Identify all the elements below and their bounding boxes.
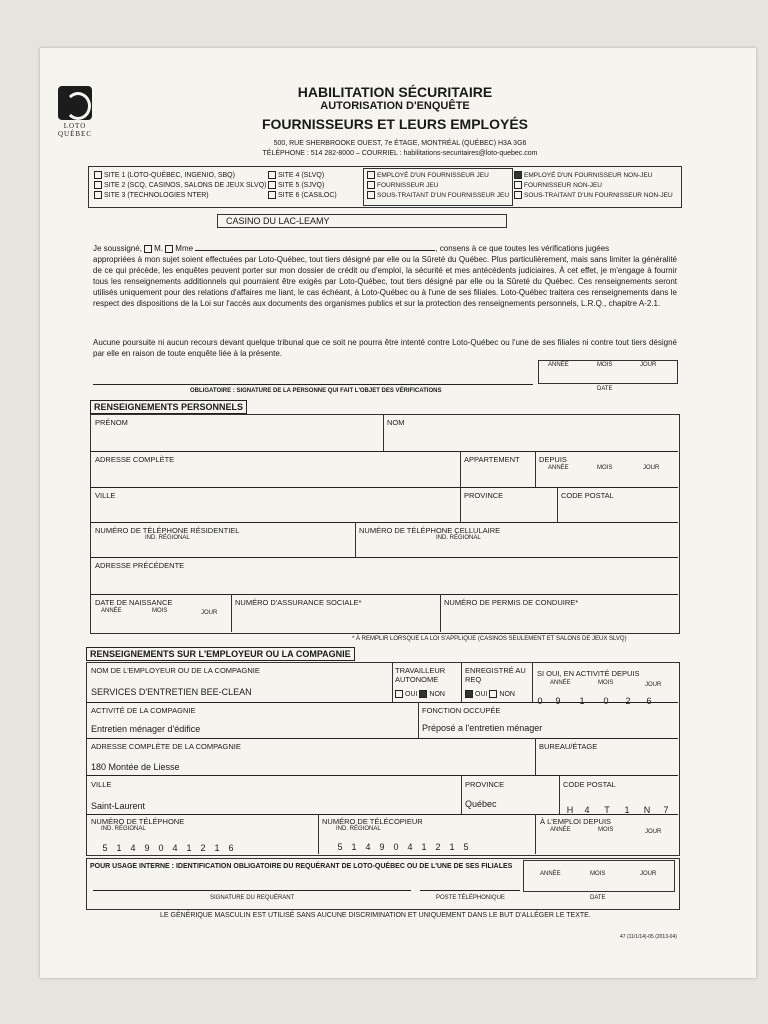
jour-label: JOUR [640, 362, 657, 368]
nom-label: NOM [387, 418, 405, 427]
col-divider [535, 738, 536, 775]
activite-depuis-digits[interactable] [533, 691, 659, 709]
site5-checkbox[interactable] [268, 181, 276, 189]
sites-col4 [514, 171, 673, 201]
nonjeu-employee-checkbox[interactable] [514, 171, 522, 179]
digit: 0 [603, 696, 609, 706]
digit: N [643, 805, 651, 815]
travailleur-label: TRAVAILLEUR AUTONOME [395, 666, 446, 684]
enregistre-label: ENREGISTRÉ AU REQ [465, 666, 526, 684]
header-contact: TÉLÉPHONE : 514 282-8000 – COURRIEL : habilitations-securitaires@loto-quebec.com [262, 150, 538, 157]
nonjeu-employee-label: EMPLOYÉ D'UN FOURNISSEUR NON-JEU [524, 172, 653, 179]
ville-label: VILLE [95, 491, 116, 500]
digit: 9 [144, 843, 150, 853]
jeu-subcontractor-label: SOUS-TRAITANT D'UN FOURNISSEUR JEU [377, 192, 510, 199]
internal-use-label: POUR USAGE INTERNE : IDENTIFICATION OBLIGATOIRE DU REQUÉRANT DE LOTO-QUÉBEC OU DE L'UNE DE SES FILIALES [90, 863, 513, 870]
sites-col3 [367, 171, 509, 201]
nonjeu-supplier-label: FOURNISSEUR NON-JEU [524, 182, 603, 189]
footer-note: LE GÉNÉRIQUE MASCULIN EST UTILISÉ SANS AUCUNE DISCRIMINATION ET UNIQUEMENT DANS LE BUT D'ALLÉGER LE TEXTE. [160, 912, 591, 919]
tel-compagnie-label: NUMÉRO DE TÉLÉPHONE [91, 817, 185, 826]
col-divider [461, 775, 462, 814]
travailleur-non-label: NON [429, 690, 445, 698]
emploi-jour-label: JOUR [645, 829, 662, 835]
digit: 6 [228, 843, 234, 853]
naissance-label: DATE DE NAISSANCE [95, 598, 173, 607]
personal-section-heading: RENSEIGNEMENTS PERSONNELS [90, 400, 247, 414]
tel-res-label: NUMÉRO DE TÉLÉPHONE RÉSIDENTIEL [95, 526, 240, 535]
activite-label: ACTIVITÉ DE LA COMPAGNIE [91, 706, 196, 715]
site3-label: SITE 3 (TECHNOLOGIES NTER) [104, 192, 209, 199]
naissance-annee-label: ANNÉE [101, 608, 122, 614]
nonjeu-subcontractor-label: SOUS-TRAITANT D'UN FOURNISSEUR NON-JEU [524, 192, 673, 199]
site1-checkbox[interactable] [94, 171, 102, 179]
digit: 7 [663, 805, 669, 815]
permis-label: NUMÉRO DE PERMIS DE CONDUIRE* [444, 598, 579, 607]
col-divider [231, 594, 232, 632]
col-divider [392, 662, 393, 702]
employer-name-label: NOM DE L'EMPLOYEUR OU DE LA COMPAGNIE [91, 666, 260, 675]
employer-section-heading: RENSEIGNEMENTS SUR L'EMPLOYEUR OU LA COMPAGNIE [86, 647, 355, 661]
jeu-employee-checkbox[interactable] [367, 171, 375, 179]
digit: 4 [365, 842, 371, 852]
logo-mark [58, 86, 92, 120]
m-checkbox[interactable] [144, 245, 152, 253]
form-title: HABILITATION SÉCURITAIRE [297, 84, 493, 100]
mme-checkbox[interactable] [165, 245, 173, 253]
travailleur-options [395, 690, 445, 698]
digit: 5 [337, 842, 343, 852]
enregistre-options [465, 690, 515, 698]
jeu-supplier-checkbox[interactable] [367, 181, 375, 189]
province-label: PROVINCE [464, 491, 504, 500]
digit: 2 [200, 843, 206, 853]
ville-compagnie-value[interactable]: Saint-Laurent [91, 801, 146, 811]
depuis-mois-label: MOIS [597, 465, 613, 471]
travailleur-oui-checkbox[interactable] [395, 690, 403, 698]
row-divider-3 [90, 522, 678, 523]
emploi-annee-label: ANNÉE [550, 827, 571, 833]
poste-line[interactable] [420, 890, 520, 891]
row-divider-2 [90, 487, 678, 488]
location-field[interactable]: CASINO DU LAC-LEAMY [217, 214, 507, 228]
fax-compagnie-label: NUMÉRO DE TÉLÉCOPIEUR [322, 817, 423, 826]
consent-start: Je soussigné, [93, 244, 142, 253]
digit: 2 [435, 842, 441, 852]
logo-line1: LOTO [63, 122, 87, 130]
date-label: DATE [597, 386, 613, 392]
naissance-mois-label: MOIS [152, 608, 168, 614]
header-address: 500, RUE SHERBROOKE OUEST, 7e ÉTAGE, MONTRÉAL (QUÉBEC) H3A 3G6 [273, 140, 527, 147]
col-divider [383, 414, 384, 451]
jeu-supplier-label: FOURNISSEUR JEU [377, 182, 439, 189]
site4-checkbox[interactable] [268, 171, 276, 179]
requerant-signature-label: SIGNATURE DU REQUÉRANT [210, 895, 295, 901]
tel-cell-ind-label: IND. RÉGIONAL [436, 535, 481, 541]
site2-label: SITE 2 (SCQ, CASINOS, SALONS DE JEUX SLVQ) [104, 182, 267, 189]
prenom-label: PRÉNOM [95, 418, 128, 427]
emploi-mois-label: MOIS [598, 827, 614, 833]
internal-date-label: DATE [590, 895, 606, 901]
digit: H [566, 805, 574, 815]
enregistre-oui-checkbox[interactable] [465, 690, 473, 698]
logo-line2: QUÉBEC [58, 130, 92, 138]
activite-jour-label: JOUR [645, 682, 662, 688]
internal-annee-label: ANNÉE [540, 871, 561, 877]
nonjeu-subcontractor-checkbox[interactable] [514, 191, 522, 199]
tel-res-ind-label: IND. RÉGIONAL [145, 535, 190, 541]
col-divider [418, 702, 419, 738]
cp-compagnie-label: CODE POSTAL [563, 780, 616, 789]
depuis-annee-label: ANNÉE [548, 465, 569, 471]
code-postal-label: CODE POSTAL [561, 491, 614, 500]
fonction-value[interactable]: Préposé a l'entretien ménager [422, 723, 543, 733]
row-divider-5 [90, 594, 678, 595]
internal-mois-label: MOIS [590, 871, 606, 877]
digit: 6 [646, 696, 652, 706]
site3-checkbox[interactable] [94, 191, 102, 199]
row-divider-7 [86, 738, 678, 739]
travailleur-oui-label: OUI [405, 690, 418, 698]
digit: 5 [102, 843, 108, 853]
site2-checkbox[interactable] [94, 181, 102, 189]
digit: 4 [407, 842, 413, 852]
adresse-precedente-label: ADRESSE PRÉCÉDENTE [95, 561, 185, 570]
site4-label: SITE 4 (SLVQ) [278, 172, 325, 179]
adresse-compagnie-value[interactable]: 180 Montée de Liesse [91, 762, 180, 772]
naissance-jour-label: JOUR [201, 610, 218, 616]
depuis-label: DEPUIS [539, 455, 567, 464]
digit: 4 [172, 843, 178, 853]
tel-cell-label: NUMÉRO DE TÉLÉPHONE CELLULAIRE [359, 526, 501, 535]
col-divider [355, 522, 356, 557]
col-divider [460, 451, 461, 522]
ville-compagnie-label: VILLE [91, 780, 112, 789]
form-subtitle2: FOURNISSEURS ET LEURS EMPLOYÉS [261, 116, 529, 132]
m-label: M. [154, 244, 164, 253]
poste-label: POSTE TÉLÉPHONIQUE [436, 895, 505, 901]
signature-label: OBLIGATOIRE : SIGNATURE DE LA PERSONNE QUI FAIT L'OBJET DES VÉRIFICATIONS [190, 388, 442, 394]
digit: 1 [116, 843, 122, 853]
enregistre-non-checkbox[interactable] [489, 690, 497, 698]
cp-compagnie-digits[interactable] [563, 800, 675, 818]
digit: 1 [579, 696, 585, 706]
province-compagnie-value[interactable]: Québec [465, 799, 497, 809]
name-line[interactable] [195, 250, 435, 251]
row-divider-4 [90, 557, 678, 558]
site1-label: SITE 1 (LOTO-QUÉBEC, INGENIO, SBQ) [104, 172, 235, 179]
internal-jour-label: JOUR [640, 871, 657, 877]
travailleur-non-checkbox[interactable] [419, 690, 427, 698]
digit: 1 [186, 843, 192, 853]
mme-label: Mme [175, 244, 194, 253]
col-divider [440, 594, 441, 632]
digit: 1 [421, 842, 427, 852]
appartement-label: APPARTEMENT [464, 455, 520, 464]
depuis-jour-label: JOUR [643, 465, 660, 471]
col-divider [461, 662, 462, 702]
site6-label: SITE 6 (CASILOC) [278, 192, 337, 199]
fax-compagnie-ind-label: IND. RÉGIONAL [336, 826, 381, 832]
col-divider [318, 814, 319, 854]
consent-recourse: Aucune poursuite ni aucun recours devant quelque tribunal que ce soit ne pourra être intenté contre Loto-Québec ou l'une de ses filiales ni contre tout tiers désigné par elle en raison de toute enquête liée à la présente. [93, 338, 677, 358]
nas-label: NUMÉRO D'ASSURANCE SOCIALE* [235, 598, 362, 607]
digit: 4 [130, 843, 136, 853]
col-divider [535, 814, 536, 854]
digit: 9 [379, 842, 385, 852]
digit: 4 [584, 805, 590, 815]
sites-col2 [268, 171, 337, 201]
form-code: 47 (11/1/14)-05 (2013-04) [620, 934, 677, 940]
activite-annee-label: ANNÉE [550, 680, 571, 686]
annee-label: ANNÉE [548, 362, 569, 368]
jeu-employee-label: EMPLOYÉ D'UN FOURNISSEUR JEU [377, 172, 489, 179]
digit: 0 [158, 843, 164, 853]
digit: 9 [555, 696, 561, 706]
row-divider-1 [90, 451, 678, 452]
fax-compagnie-digits[interactable] [333, 837, 473, 855]
digit: 1 [214, 843, 220, 853]
digit: T [604, 805, 610, 815]
digit: 0 [393, 842, 399, 852]
adresse-compagnie-label: ADRESSE COMPLÈTE DE LA COMPAGNIE [91, 742, 241, 751]
enregistre-non-label: NON [499, 690, 515, 698]
site5-label: SITE 5 (SJVQ) [278, 182, 325, 189]
adresse-label: ADRESSE COMPLÈTE [95, 455, 175, 464]
col-divider [557, 487, 558, 522]
law-note: * À REMPLIR LORSQUE LA LOI S'APPLIQUE (CASINOS SEULEMENT ET SALONS DE JEUX SLVQ) [352, 636, 627, 642]
row-divider-8 [86, 775, 678, 776]
si-oui-label: SI OUI, EN ACTIVITÉ DEPUIS [537, 669, 640, 678]
jeu-subcontractor-checkbox[interactable] [367, 191, 375, 199]
bureau-label: BUREAU/ÉTAGE [539, 742, 598, 751]
consent-first-line [93, 243, 677, 254]
province-compagnie-label: PROVINCE [465, 780, 505, 789]
col-divider [559, 775, 560, 814]
col-divider [535, 451, 536, 487]
mois-label: MOIS [597, 362, 613, 368]
activite-mois-label: MOIS [598, 680, 614, 686]
loto-quebec-logo [50, 86, 100, 148]
enregistre-oui-label: OUI [475, 690, 488, 698]
nonjeu-supplier-checkbox[interactable] [514, 181, 522, 189]
requerant-signature-line[interactable] [93, 890, 411, 891]
signature-line[interactable] [93, 384, 533, 385]
employer-name-value[interactable]: SERVICES D'ENTRETIEN BEE-CLEAN [91, 687, 252, 697]
emploi-depuis-label: À L'EMPLOI DEPUIS [540, 817, 612, 826]
consent-body: appropriées à mon sujet soient effectuées par Loto-Québec, tout tiers désigné par elle ou la Sûreté du Québec. Plus particulièrement, mais sans limiter la généralité de ce qui précède, les enquêtes peuvent porter sur mon dossier de crédit ou d'emploi, la sécurité et mes antécédents judiciaires. À cet effet, je m'engage à fournir tous les renseignements additionnels qui pourraient être exigés par Loto-Québec, tout tiers désigné par elle ou la Sûreté du Québec. Ces renseignements seront utilisés uniquement pour des relations d'affaires me liant, le cas échéant, à Loto-Québec ou à l'une de ses filiales. Loto-Québec traitera ces renseignements dans le respect des dispositions de la Loi sur l'accès aux documents des organismes publics et sur la protection des renseignements personnels, L.R.Q., chapitre A-2.1. [93, 255, 677, 308]
digit: 5 [463, 842, 469, 852]
digit: 1 [449, 842, 455, 852]
digit: 2 [625, 696, 631, 706]
digit: 1 [351, 842, 357, 852]
activite-value[interactable]: Entretien ménager d'édifice [91, 724, 201, 734]
form-subtitle: AUTORISATION D'ENQUÊTE [320, 100, 470, 112]
site6-checkbox[interactable] [268, 191, 276, 199]
tel-compagnie-ind-label: IND. RÉGIONAL [101, 826, 146, 832]
sites-col1 [94, 171, 266, 201]
tel-compagnie-digits[interactable] [98, 838, 238, 856]
digit: 1 [624, 805, 630, 815]
fonction-label: FONCTION OCCUPÉE [422, 706, 501, 715]
personal-table [90, 414, 680, 634]
consent-end: , consens à ce que toutes les vérifications jugées [435, 244, 610, 253]
digit: 0 [537, 696, 543, 706]
